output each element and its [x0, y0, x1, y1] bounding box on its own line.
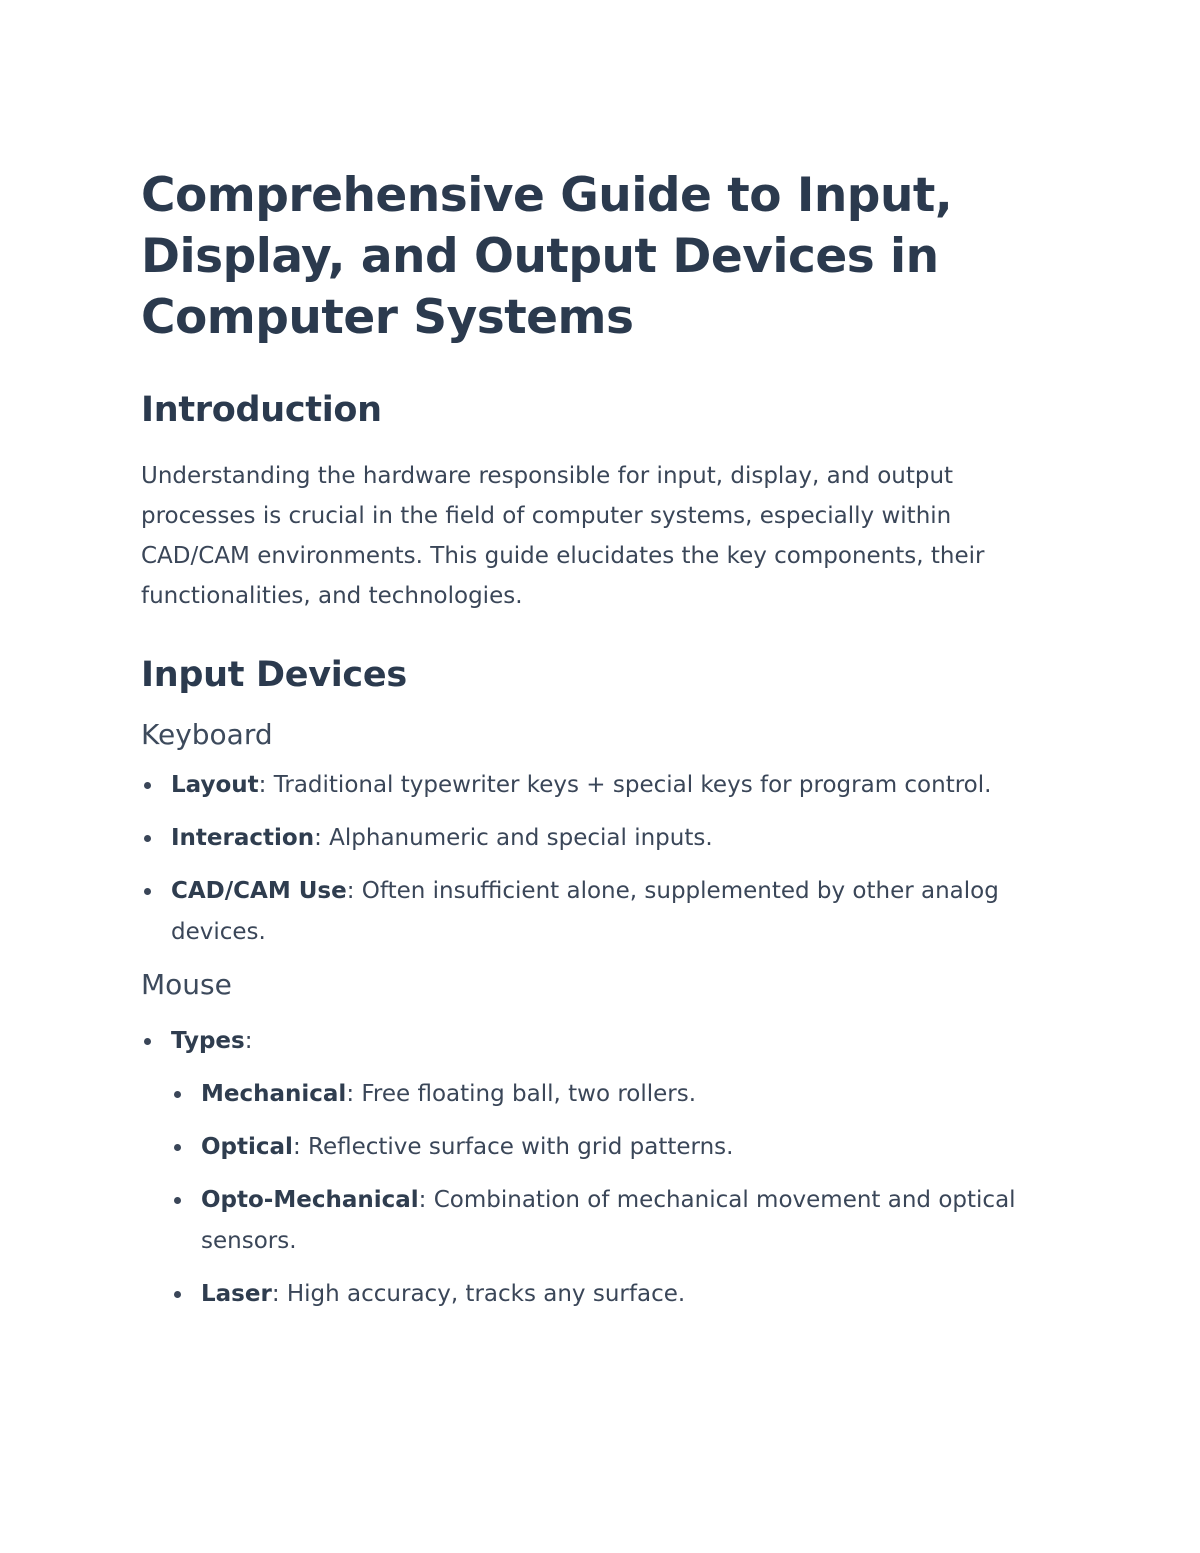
list-item: [141, 818, 1061, 859]
page-title: Comprehensive Guide to Input, Display, and Output Devices in Computer Systems: [141, 168, 953, 345]
list-item: [171, 1274, 1061, 1315]
item-text: : Alphanumeric and special inputs.: [314, 825, 713, 851]
bullet-icon: [144, 888, 151, 895]
mouse-list: [141, 1021, 1061, 1315]
list-item: [171, 1127, 1061, 1168]
item-label: CAD/CAM Use: [171, 878, 347, 904]
bullet-icon: [174, 1197, 181, 1204]
item-text: : Reflective surface with grid patterns.: [292, 1134, 734, 1160]
item-label: Opto-Mechanical: [201, 1187, 419, 1213]
bullet-icon: [144, 1038, 151, 1045]
list-item: [171, 1180, 1061, 1262]
list-item: [171, 1074, 1061, 1115]
bullet-icon: [144, 835, 151, 842]
keyboard-heading: Keyboard: [141, 718, 273, 751]
item-text: : Traditional typewriter keys + special keys for program control.: [258, 772, 992, 798]
bullet-icon: [174, 1291, 181, 1298]
mouse-types-list: [171, 1074, 1061, 1315]
introduction-heading: Introduction: [141, 390, 382, 430]
item-label: Interaction: [171, 825, 315, 851]
item-label: Laser: [201, 1281, 272, 1307]
item-text: : High accuracy, tracks any surface.: [271, 1281, 686, 1307]
item-text: : Combination of mechanical movement and optical sensors.: [201, 1187, 1016, 1254]
bullet-icon: [174, 1091, 181, 1098]
item-text: : Free floating ball, two rollers.: [346, 1081, 697, 1107]
item-text: :: [244, 1028, 253, 1054]
introduction-paragraph: Understanding the hardware responsible for input, display, and output processes is crucial in the field of computer systems, especially within CAD/CAM environments. This guide elucidates the key components, their functionalities, and technologies.: [141, 463, 985, 609]
bullet-icon: [174, 1144, 181, 1151]
document-page: [141, 165, 1061, 1327]
item-label: Layout: [171, 772, 259, 798]
item-label: Optical: [201, 1134, 293, 1160]
item-label: Mechanical: [201, 1081, 347, 1107]
input-devices-heading: Input Devices: [141, 655, 407, 695]
list-item: [141, 765, 1061, 806]
list-item: [141, 871, 1061, 953]
list-item-types: [141, 1021, 1061, 1315]
item-text: : Often insufficient alone, supplemented by other analog devices.: [171, 878, 999, 945]
keyboard-list: [141, 765, 1061, 953]
item-label: Types: [171, 1028, 245, 1054]
mouse-heading: Mouse: [141, 968, 232, 1001]
bullet-icon: [144, 782, 151, 789]
